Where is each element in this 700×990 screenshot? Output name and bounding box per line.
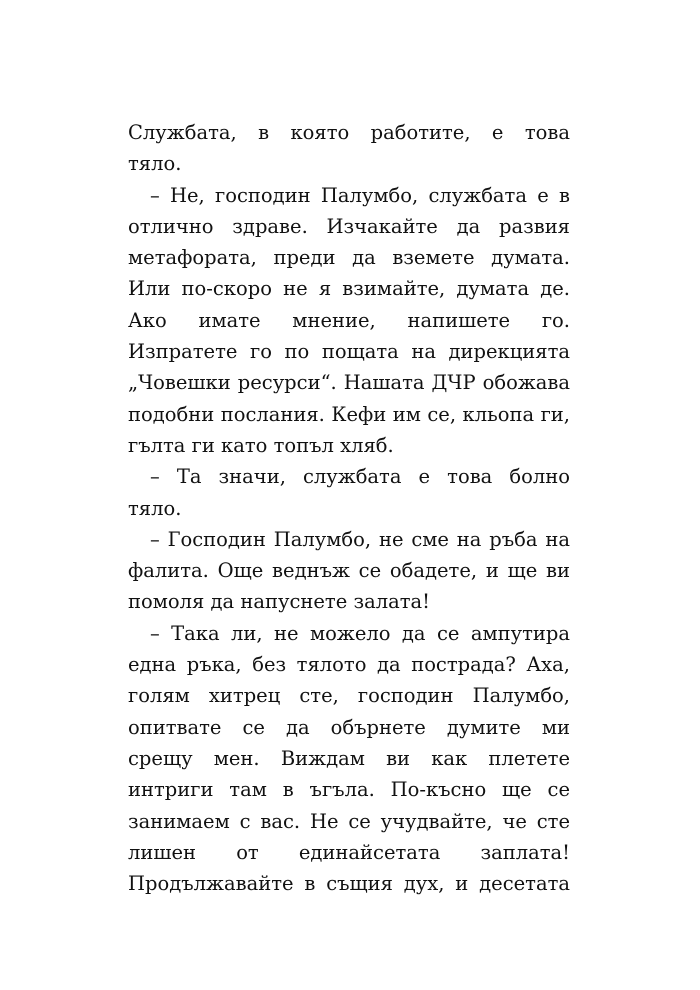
text-line xyxy=(128,367,570,398)
text-line xyxy=(128,117,570,148)
text-line-content: Ако имате мнение, напишете го. xyxy=(128,308,570,332)
text-line-content: опитвате се да обърнете думите ми xyxy=(128,715,570,739)
text-line-content: една ръка, без тялото да пострада? Аха, xyxy=(128,653,570,677)
text-line-content: – Не, господин Палумбо, службата е в xyxy=(150,183,570,207)
text-line xyxy=(128,336,570,367)
text-line-content: отлично здраве. Изчакайте да развия xyxy=(128,214,570,238)
text-line xyxy=(128,806,570,837)
text-line-content: – Та значи, службата е това болно xyxy=(150,465,570,489)
text-line-content: Продължавайте в същия дух, и десетата xyxy=(128,872,570,896)
text-line-content: Или по-скоро не я взимайте, думата де. xyxy=(128,277,570,301)
text-line xyxy=(128,837,570,868)
text-line-content: Службата, в която работите, е това xyxy=(128,121,570,144)
text-line xyxy=(128,430,570,461)
text-line xyxy=(128,712,570,743)
text-line xyxy=(128,493,570,524)
text-line xyxy=(128,743,570,774)
text-line xyxy=(128,148,570,179)
text-line xyxy=(128,211,570,242)
text-line-content: лишен от единайсетата заплата! xyxy=(128,840,570,864)
body-text xyxy=(128,117,570,899)
text-line xyxy=(128,868,570,899)
text-line-content: гълта ги като топъл хляб. xyxy=(128,433,394,457)
text-line-content: интриги там в ъгъла. По-късно ще се xyxy=(128,778,570,802)
text-line xyxy=(128,649,570,680)
text-line xyxy=(128,242,570,273)
text-line xyxy=(128,461,570,492)
text-line xyxy=(128,180,570,211)
text-line-content: срещу мен. Виждам ви как плетете xyxy=(128,746,570,770)
text-line xyxy=(128,273,570,304)
text-line-content: фалита. Още веднъж се обадете, и ще ви xyxy=(128,559,570,583)
text-line-content: занимаем с вас. Не се учудвайте, че сте xyxy=(128,809,570,833)
text-line-content: тяло. xyxy=(128,496,182,520)
text-line-content: „Човешки ресурси“. Нашата ДЧР обожава xyxy=(128,371,570,395)
text-line xyxy=(128,618,570,649)
text-line-content: метафората, преди да вземете думата. xyxy=(128,246,570,270)
text-line xyxy=(128,774,570,805)
text-line xyxy=(128,524,570,555)
text-line-content: – Господин Палумбо, не сме на ръба на xyxy=(150,527,570,551)
text-line xyxy=(128,586,570,617)
text-line-content: голям хитрец сте, господин Палумбо, xyxy=(128,684,570,708)
text-line xyxy=(128,555,570,586)
text-line-content: Изпратете го по пощата на дирекцията xyxy=(128,340,570,364)
text-line-content: подобни послания. Кефи им се, кльопа ги, xyxy=(128,402,570,426)
text-line-content: помоля да напуснете залата! xyxy=(128,590,430,614)
text-line xyxy=(128,680,570,711)
text-line xyxy=(128,305,570,336)
text-line-content: тяло. xyxy=(128,152,182,176)
text-line xyxy=(128,399,570,430)
text-line-content: – Така ли, не можело да се ампутира xyxy=(150,621,570,645)
